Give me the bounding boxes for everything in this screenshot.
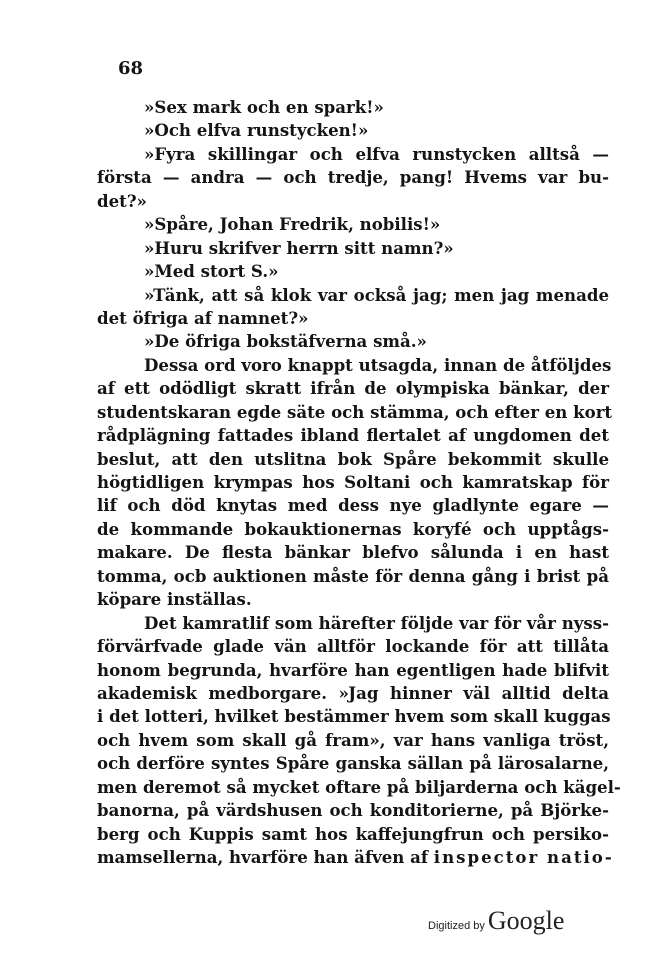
text-line: akademisk medborgare. »Jag hinner väl alltid delta [97,682,609,703]
text-line: första — andra — och tredje, pang! Hvems var bu- [97,167,609,188]
text-line: »Tänk, att så klok var också jag; men jag menade [144,284,609,305]
text-line: och derföre syntes Spåre ganska sällan på lärosalarne, [97,753,609,774]
digitized-watermark [428,906,564,936]
page-number: 68 [118,58,144,79]
text-line: och hvem som skall gå fram», var hans vanliga tröst, [97,729,609,750]
text-line: »De öfriga bokstäfverna små.» [144,331,427,352]
text-line: studentskaran egde säte och stämma, och efter en kort [97,401,613,422]
google-logo: Google [487,906,565,935]
text-line: det öfriga af namnet?» [97,307,309,328]
text-line: banorna, på värdshusen och konditorierne, på Björke- [97,800,609,821]
watermark-prefix: Digitized by [428,920,485,932]
text-line-last [97,846,614,869]
text-line: »Och elfva runstycken!» [144,120,369,141]
text-line: makare. De flesta bänkar blefvo sålunda i en hast [97,542,609,563]
text-line: »Sex mark och en spark!» [144,97,384,117]
text-line: i det lotteri, hvilket bestämmer hvem som skall kuggas [97,706,611,727]
text-line: men deremot så mycket oftare på biljarderna och kägel- [97,776,621,797]
text-line: honom begrunda, hvarföre han egentligen hade blifvit [97,659,609,680]
text-line: lif och död knytas med dess nye gladlynte egare — [97,495,609,516]
text-line: Dessa ord voro knappt utsagda, innan de åtföljdes [144,354,612,375]
text-line: »Spåre, Johan Fredrik, nobilis!» [144,214,441,235]
text-line: af ett odödligt skratt ifrån de olympiska bänkar, der [97,378,609,399]
text-line: det?» [97,190,147,211]
spaced-emphasis: inspector natio- [433,847,614,867]
text-line-main: mamsellerna, hvarföre han äfven af [97,847,429,867]
text-line: förvärfvade glade vän alltför lockande för att tillåta [97,636,609,657]
text-line: »Fyra skillingar och elfva runstycken alltså — [144,143,609,164]
text-line: rådplägning fattades ibland flertalet af ungdomen det [97,425,609,446]
text-line: berg och Kuppis samt hos kaffejungfrun och persiko- [97,823,609,844]
text-line: beslut, att den utslitna bok Spåre bekommit skulle [97,448,609,469]
text-line: köpare inställas. [97,589,252,610]
text-line: högtidligen krympas hos Soltani och kamratskap för [97,472,609,492]
text-line: »Med stort S.» [144,261,279,282]
text-line: de kommande bokauktionernas koryfé och upptågs- [97,518,609,539]
body-text [97,96,621,869]
text-line: tomma, ocb auktionen måste för denna gång i brist på [97,565,609,586]
text-line: Det kamratlif som härefter följde var för vår nyss- [144,612,609,633]
text-line: »Huru skrifver herrn sitt namn?» [144,237,454,258]
